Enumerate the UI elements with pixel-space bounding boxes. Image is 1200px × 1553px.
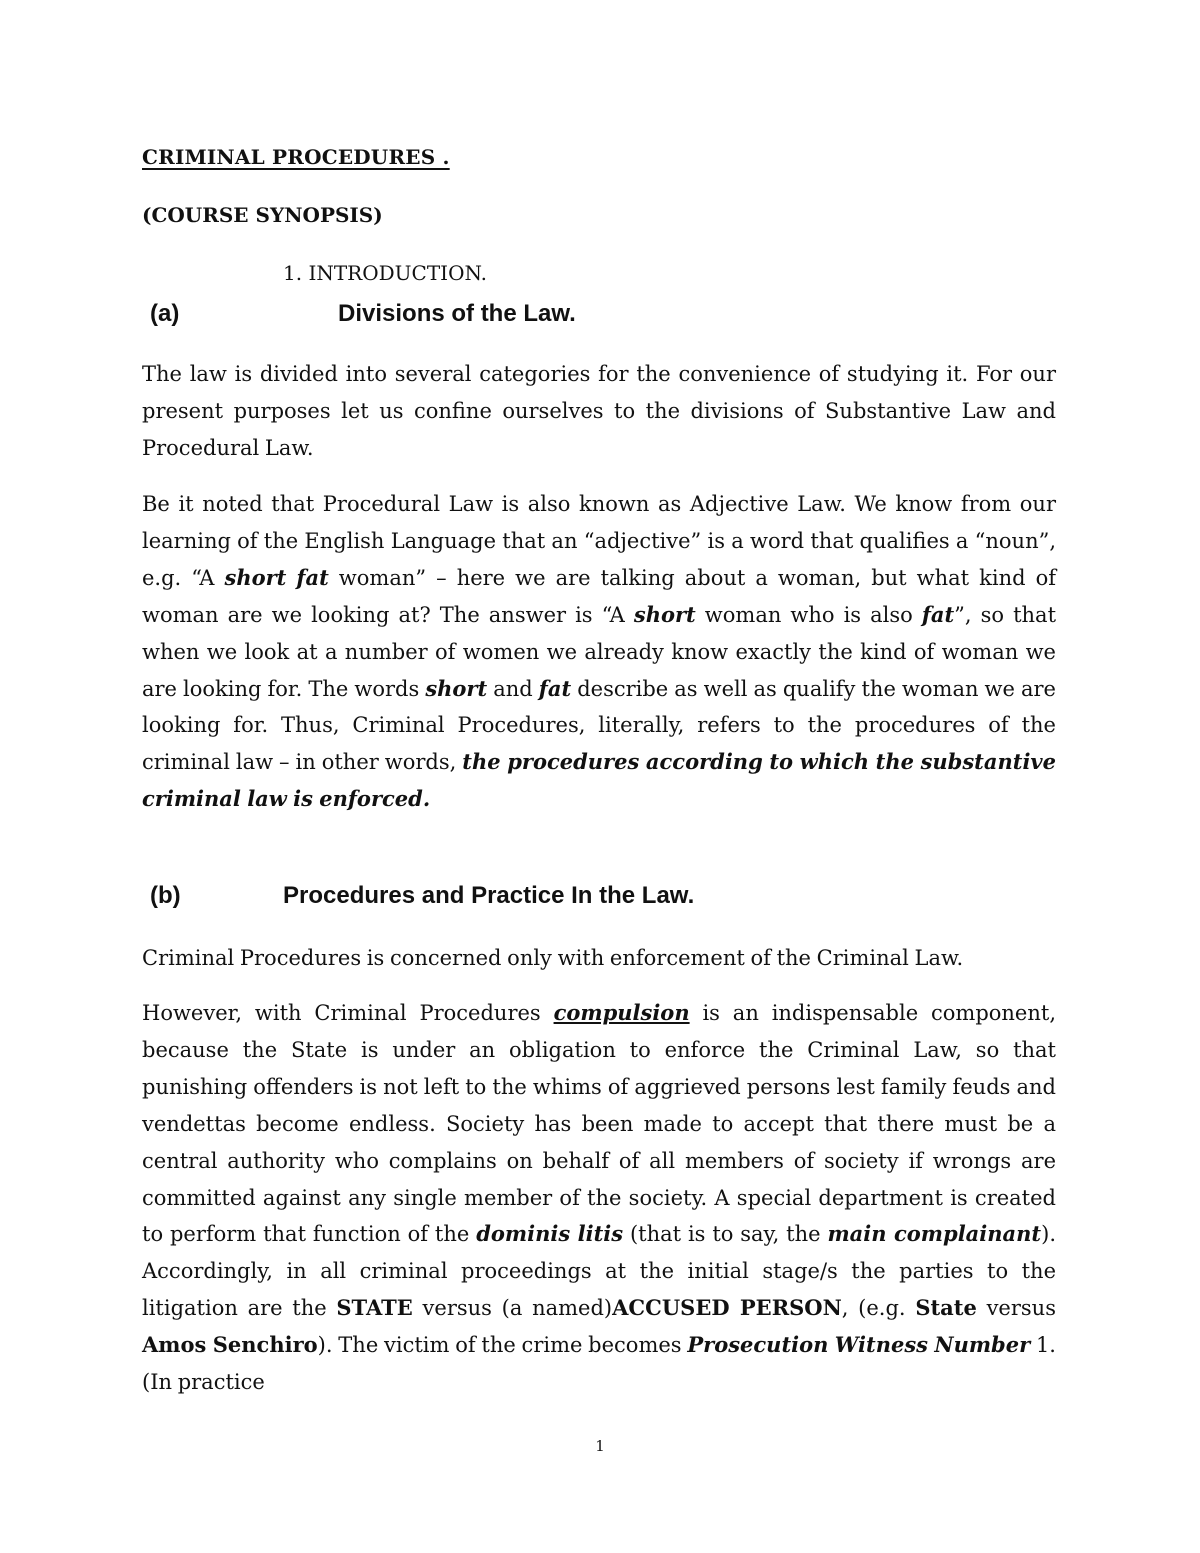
text-run: 1. (In practice [142, 1333, 1056, 1395]
emphasis-dominis-litis: dominis litis [476, 1221, 624, 1247]
text-run: describe as well as qualify the woman we are looking for. Thus, Criminal Procedures, literally, refers to the procedures of the criminal law – in other words, [142, 676, 1056, 775]
emphasis-state: STATE [336, 1295, 413, 1321]
text-run: ”, so that when we look at a number of women we already know exactly the kind of woman we are looking for. The words [142, 602, 1057, 701]
paragraph-compulsion [142, 995, 1056, 1401]
emphasis-accused-person: ACCUSED PERSON [612, 1295, 842, 1321]
page-number: 1 [595, 1437, 605, 1455]
emphasis-short: short [425, 675, 488, 701]
paragraph-text: Criminal Procedures is concerned only with enforcement of the Criminal Law. [142, 946, 964, 970]
text-run: Be it noted that Procedural Law is also known as Adjective Law. We know from our learning of the English Language that an “adjective” is a word that qualifies a “noun”, e.g. “A [142, 492, 1056, 590]
emphasis-fat: fat [538, 675, 572, 701]
text-run: is an indispensable component, because the State is under an obligation to enforce the Criminal Law, so that punishing offenders is not left to the whims of aggrieved persons lest family feuds and vendettas become endless. Society has been made to accept that there must be a central authority who complains on behalf of all members of society if wrongs are committed against any single member of the society. A special department is created to perform that function of the [142, 1001, 1056, 1247]
heading-b-text: Procedures and Practice In the Law. [283, 882, 695, 909]
emphasis-compulsion: compulsion [553, 1000, 690, 1025]
text-run: (that is to say, the [623, 1222, 828, 1247]
emphasis-definition: the procedures according to which the substantive criminal law is enforced. [142, 749, 1056, 812]
text-run: woman who is also [695, 602, 922, 627]
emphasis-fat: fat [921, 601, 955, 627]
text-run: woman” – here we are talking about a woman, but what kind of woman are we looking at? The answer is “A [142, 565, 1056, 627]
emphasis-short: short [633, 601, 696, 627]
text-run: , (e.g. [841, 1296, 916, 1321]
emphasis-short: short [224, 564, 287, 590]
document-title: CRIMINAL PROCEDURES . [142, 145, 450, 169]
emphasis-fat: fat [296, 564, 329, 590]
heading-a-letter: (a) [150, 300, 180, 327]
paragraph-adjective-law [142, 486, 1056, 818]
document-subtitle: (COURSE SYNOPSIS) [142, 203, 383, 227]
emphasis-prosecution-witness: Prosecution Witness Number [687, 1332, 1031, 1358]
paragraph-enforcement [142, 940, 1056, 977]
paragraph-text: The law is divided into several categories for the convenience of studying it. For our present purposes let us confine ourselves to the divisions of Substantive Law and Procedural Law. [142, 362, 1056, 460]
text-run: versus (a named) [412, 1296, 613, 1321]
text-run: ). Accordingly, in all criminal proceedings at the initial stage/s the parties to the litigation are the [142, 1222, 1056, 1321]
heading-a-text: Divisions of the Law. [338, 300, 576, 327]
emphasis-state-example: State [915, 1295, 977, 1321]
emphasis-main-complainant: main complainant [827, 1221, 1042, 1247]
text-run: ). The victim of the crime becomes [317, 1333, 688, 1358]
section-heading-introduction: 1. INTRODUCTION. [283, 261, 488, 285]
heading-b-letter: (b) [150, 882, 181, 909]
paragraph-law-divisions [142, 356, 1056, 467]
emphasis-amos-senchiro: Amos Senchiro [142, 1332, 318, 1358]
text-run: and [487, 676, 539, 701]
text-run: versus [976, 1296, 1056, 1321]
text-run [286, 566, 296, 590]
text-run: However, with Criminal Procedures [142, 1001, 554, 1025]
